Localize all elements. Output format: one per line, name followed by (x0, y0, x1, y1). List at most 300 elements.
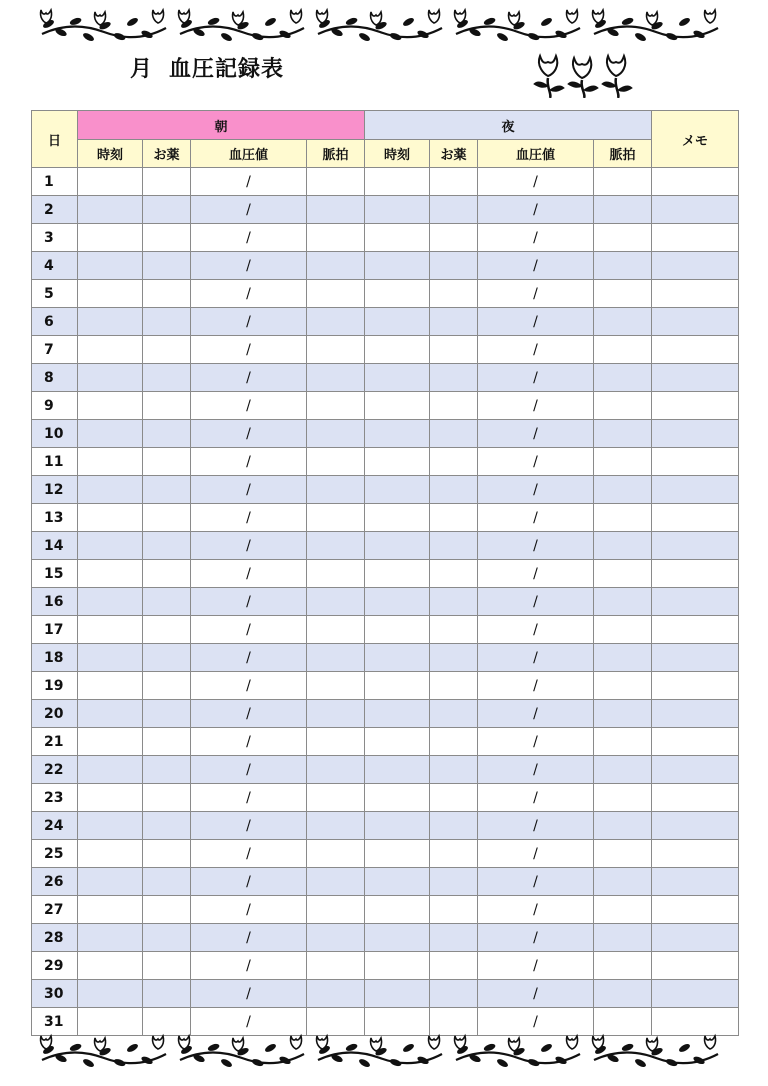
morning-medicine-cell[interactable] (143, 224, 191, 252)
memo-cell[interactable] (652, 868, 739, 896)
header-morning-pressure: 血圧値 (191, 140, 307, 168)
morning-time-cell[interactable] (78, 196, 143, 224)
evening-pulse-cell[interactable] (594, 784, 652, 812)
memo-cell[interactable] (652, 252, 739, 280)
morning-pressure-cell[interactable]: / (191, 392, 307, 420)
memo-cell[interactable] (652, 756, 739, 784)
evening-medicine-cell[interactable] (430, 868, 478, 896)
morning-pulse-cell[interactable] (307, 896, 365, 924)
memo-cell[interactable] (652, 728, 739, 756)
morning-pressure-cell[interactable]: / (191, 448, 307, 476)
morning-pressure-cell[interactable]: / (191, 756, 307, 784)
morning-pulse-cell[interactable] (307, 392, 365, 420)
evening-time-cell[interactable] (365, 616, 430, 644)
header-morning-pulse: 脈拍 (307, 140, 365, 168)
evening-pressure-cell[interactable]: / (478, 756, 594, 784)
evening-medicine-cell[interactable] (430, 896, 478, 924)
morning-time-cell[interactable] (78, 252, 143, 280)
evening-medicine-cell[interactable] (430, 728, 478, 756)
evening-medicine-cell[interactable] (430, 672, 478, 700)
memo-cell[interactable] (652, 336, 739, 364)
evening-pressure-cell[interactable]: / (478, 196, 594, 224)
morning-pressure-cell[interactable]: / (191, 868, 307, 896)
morning-pulse-cell[interactable] (307, 504, 365, 532)
evening-medicine-cell[interactable] (430, 924, 478, 952)
day-cell: 14 (32, 532, 78, 560)
evening-time-cell[interactable] (365, 952, 430, 980)
morning-medicine-cell[interactable] (143, 504, 191, 532)
morning-time-cell[interactable] (78, 756, 143, 784)
evening-pulse-cell[interactable] (594, 952, 652, 980)
memo-cell[interactable] (652, 392, 739, 420)
evening-pulse-cell[interactable] (594, 700, 652, 728)
morning-medicine-cell[interactable] (143, 812, 191, 840)
evening-pulse-cell[interactable] (594, 588, 652, 616)
evening-pulse-cell[interactable] (594, 924, 652, 952)
morning-medicine-cell[interactable] (143, 560, 191, 588)
morning-pulse-cell[interactable] (307, 672, 365, 700)
morning-pulse-cell[interactable] (307, 980, 365, 1008)
memo-cell[interactable] (652, 504, 739, 532)
morning-time-cell[interactable] (78, 224, 143, 252)
morning-medicine-cell[interactable] (143, 868, 191, 896)
evening-medicine-cell[interactable] (430, 168, 478, 196)
evening-time-cell[interactable] (365, 896, 430, 924)
morning-pressure-cell[interactable]: / (191, 784, 307, 812)
evening-medicine-cell[interactable] (430, 784, 478, 812)
morning-medicine-cell[interactable] (143, 896, 191, 924)
evening-pressure-cell[interactable]: / (478, 280, 594, 308)
morning-pulse-cell[interactable] (307, 364, 365, 392)
evening-pressure-cell[interactable]: / (478, 308, 594, 336)
evening-pulse-cell[interactable] (594, 476, 652, 504)
memo-cell[interactable] (652, 896, 739, 924)
morning-pulse-cell[interactable] (307, 756, 365, 784)
morning-pulse-cell[interactable] (307, 196, 365, 224)
evening-time-cell[interactable] (365, 924, 430, 952)
evening-pressure-cell[interactable]: / (478, 420, 594, 448)
day-cell: 5 (32, 280, 78, 308)
evening-pulse-cell[interactable] (594, 896, 652, 924)
evening-medicine-cell[interactable] (430, 560, 478, 588)
table-row (32, 868, 739, 896)
morning-time-cell[interactable] (78, 588, 143, 616)
morning-medicine-cell[interactable] (143, 308, 191, 336)
evening-medicine-cell[interactable] (430, 644, 478, 672)
morning-time-cell[interactable] (78, 336, 143, 364)
morning-medicine-cell[interactable] (143, 448, 191, 476)
evening-medicine-cell[interactable] (430, 588, 478, 616)
memo-cell[interactable] (652, 980, 739, 1008)
morning-pulse-cell[interactable] (307, 868, 365, 896)
evening-pressure-cell[interactable]: / (478, 448, 594, 476)
morning-time-cell[interactable] (78, 364, 143, 392)
morning-pulse-cell[interactable] (307, 532, 365, 560)
morning-pulse-cell[interactable] (307, 476, 365, 504)
morning-medicine-cell[interactable] (143, 532, 191, 560)
morning-medicine-cell[interactable] (143, 644, 191, 672)
evening-pressure-cell[interactable]: / (478, 392, 594, 420)
morning-pressure-cell[interactable]: / (191, 196, 307, 224)
morning-pulse-cell[interactable] (307, 560, 365, 588)
evening-time-cell[interactable] (365, 784, 430, 812)
table-row (32, 812, 739, 840)
memo-cell[interactable] (652, 280, 739, 308)
day-cell: 13 (32, 504, 78, 532)
morning-pulse-cell[interactable] (307, 336, 365, 364)
memo-cell[interactable] (652, 840, 739, 868)
memo-cell[interactable] (652, 196, 739, 224)
header-day: 日 (32, 111, 78, 168)
header-evening-pressure: 血圧値 (478, 140, 594, 168)
evening-pulse-cell[interactable] (594, 224, 652, 252)
morning-medicine-cell[interactable] (143, 980, 191, 1008)
evening-medicine-cell[interactable] (430, 980, 478, 1008)
evening-time-cell[interactable] (365, 756, 430, 784)
morning-pressure-cell[interactable]: / (191, 420, 307, 448)
evening-pulse-cell[interactable] (594, 336, 652, 364)
morning-pressure-cell[interactable]: / (191, 168, 307, 196)
evening-pulse-cell[interactable] (594, 364, 652, 392)
evening-time-cell[interactable] (365, 280, 430, 308)
memo-cell[interactable] (652, 560, 739, 588)
evening-pressure-cell[interactable]: / (478, 224, 594, 252)
morning-pressure-cell[interactable]: / (191, 476, 307, 504)
morning-pressure-cell[interactable]: / (191, 364, 307, 392)
morning-pulse-cell[interactable] (307, 168, 365, 196)
evening-pulse-cell[interactable] (594, 616, 652, 644)
memo-cell[interactable] (652, 532, 739, 560)
evening-time-cell[interactable] (365, 532, 430, 560)
evening-medicine-cell[interactable] (430, 252, 478, 280)
evening-time-cell[interactable] (365, 364, 430, 392)
memo-cell[interactable] (652, 616, 739, 644)
evening-time-cell[interactable] (365, 448, 430, 476)
table-row (32, 784, 739, 812)
header-evening: 夜 (365, 111, 652, 140)
morning-pulse-cell[interactable] (307, 224, 365, 252)
evening-pressure-cell[interactable]: / (478, 896, 594, 924)
memo-cell[interactable] (652, 168, 739, 196)
evening-pressure-cell[interactable]: / (478, 336, 594, 364)
morning-pulse-cell[interactable] (307, 616, 365, 644)
evening-time-cell[interactable] (365, 224, 430, 252)
day-cell: 20 (32, 700, 78, 728)
morning-pressure-cell[interactable]: / (191, 588, 307, 616)
evening-medicine-cell[interactable] (430, 504, 478, 532)
morning-pulse-cell[interactable] (307, 840, 365, 868)
memo-cell[interactable] (652, 308, 739, 336)
morning-pressure-cell[interactable]: / (191, 252, 307, 280)
evening-pressure-cell[interactable]: / (478, 588, 594, 616)
evening-pressure-cell[interactable]: / (478, 560, 594, 588)
evening-time-cell[interactable] (365, 308, 430, 336)
evening-medicine-cell[interactable] (430, 224, 478, 252)
evening-time-cell[interactable] (365, 560, 430, 588)
morning-medicine-cell[interactable] (143, 252, 191, 280)
morning-pressure-cell[interactable]: / (191, 952, 307, 980)
morning-time-cell[interactable] (78, 700, 143, 728)
morning-time-cell[interactable] (78, 644, 143, 672)
memo-cell[interactable] (652, 700, 739, 728)
table-row (32, 420, 739, 448)
evening-time-cell[interactable] (365, 812, 430, 840)
evening-medicine-cell[interactable] (430, 616, 478, 644)
morning-pressure-cell[interactable]: / (191, 728, 307, 756)
evening-pulse-cell[interactable] (594, 560, 652, 588)
morning-time-cell[interactable] (78, 924, 143, 952)
evening-pulse-cell[interactable] (594, 868, 652, 896)
memo-cell[interactable] (652, 588, 739, 616)
morning-time-cell[interactable] (78, 784, 143, 812)
morning-time-cell[interactable] (78, 560, 143, 588)
evening-time-cell[interactable] (365, 868, 430, 896)
morning-pressure-cell[interactable]: / (191, 224, 307, 252)
evening-medicine-cell[interactable] (430, 364, 478, 392)
evening-time-cell[interactable] (365, 504, 430, 532)
evening-medicine-cell[interactable] (430, 448, 478, 476)
morning-time-cell[interactable] (78, 308, 143, 336)
memo-cell[interactable] (652, 924, 739, 952)
morning-medicine-cell[interactable] (143, 616, 191, 644)
morning-time-cell[interactable] (78, 280, 143, 308)
evening-medicine-cell[interactable] (430, 308, 478, 336)
morning-pulse-cell[interactable] (307, 448, 365, 476)
evening-pulse-cell[interactable] (594, 504, 652, 532)
morning-pressure-cell[interactable]: / (191, 280, 307, 308)
evening-pressure-cell[interactable]: / (478, 616, 594, 644)
morning-time-cell[interactable] (78, 728, 143, 756)
morning-pressure-cell[interactable]: / (191, 812, 307, 840)
evening-pressure-cell[interactable]: / (478, 504, 594, 532)
evening-pressure-cell[interactable]: / (478, 364, 594, 392)
evening-pulse-cell[interactable] (594, 448, 652, 476)
morning-medicine-cell[interactable] (143, 168, 191, 196)
evening-pressure-cell[interactable]: / (478, 812, 594, 840)
evening-medicine-cell[interactable] (430, 336, 478, 364)
evening-time-cell[interactable] (365, 392, 430, 420)
morning-medicine-cell[interactable] (143, 476, 191, 504)
evening-pulse-cell[interactable] (594, 532, 652, 560)
morning-time-cell[interactable] (78, 868, 143, 896)
evening-pressure-cell[interactable]: / (478, 1008, 594, 1036)
evening-pressure-cell[interactable]: / (478, 168, 594, 196)
evening-medicine-cell[interactable] (430, 196, 478, 224)
evening-pressure-cell[interactable]: / (478, 476, 594, 504)
evening-pressure-cell[interactable]: / (478, 728, 594, 756)
morning-pressure-cell[interactable]: / (191, 1008, 307, 1036)
day-cell: 31 (32, 1008, 78, 1036)
morning-pulse-cell[interactable] (307, 280, 365, 308)
morning-time-cell[interactable] (78, 168, 143, 196)
evening-medicine-cell[interactable] (430, 532, 478, 560)
evening-pressure-cell[interactable]: / (478, 252, 594, 280)
day-cell: 11 (32, 448, 78, 476)
morning-pulse-cell[interactable] (307, 252, 365, 280)
morning-time-cell[interactable] (78, 420, 143, 448)
morning-time-cell[interactable] (78, 532, 143, 560)
evening-time-cell[interactable] (365, 644, 430, 672)
evening-pulse-cell[interactable] (594, 168, 652, 196)
evening-pressure-cell[interactable]: / (478, 868, 594, 896)
evening-pulse-cell[interactable] (594, 980, 652, 1008)
morning-pressure-cell[interactable]: / (191, 308, 307, 336)
morning-time-cell[interactable] (78, 672, 143, 700)
morning-medicine-cell[interactable] (143, 840, 191, 868)
morning-pulse-cell[interactable] (307, 952, 365, 980)
memo-cell[interactable] (652, 476, 739, 504)
table-row (32, 392, 739, 420)
evening-medicine-cell[interactable] (430, 756, 478, 784)
morning-pulse-cell[interactable] (307, 700, 365, 728)
evening-time-cell[interactable] (365, 476, 430, 504)
morning-medicine-cell[interactable] (143, 672, 191, 700)
evening-time-cell[interactable] (365, 196, 430, 224)
evening-pulse-cell[interactable] (594, 196, 652, 224)
morning-pulse-cell[interactable] (307, 728, 365, 756)
memo-cell[interactable] (652, 784, 739, 812)
morning-time-cell[interactable] (78, 980, 143, 1008)
evening-medicine-cell[interactable] (430, 280, 478, 308)
evening-time-cell[interactable] (365, 700, 430, 728)
morning-pressure-cell[interactable]: / (191, 616, 307, 644)
morning-time-cell[interactable] (78, 448, 143, 476)
morning-medicine-cell[interactable] (143, 924, 191, 952)
morning-pulse-cell[interactable] (307, 924, 365, 952)
evening-pulse-cell[interactable] (594, 392, 652, 420)
morning-pressure-cell[interactable]: / (191, 504, 307, 532)
evening-pressure-cell[interactable]: / (478, 952, 594, 980)
morning-medicine-cell[interactable] (143, 756, 191, 784)
morning-pulse-cell[interactable] (307, 588, 365, 616)
table-row (32, 616, 739, 644)
evening-pulse-cell[interactable] (594, 420, 652, 448)
evening-time-cell[interactable] (365, 168, 430, 196)
evening-time-cell[interactable] (365, 840, 430, 868)
morning-medicine-cell[interactable] (143, 700, 191, 728)
evening-medicine-cell[interactable] (430, 700, 478, 728)
evening-pressure-cell[interactable]: / (478, 700, 594, 728)
day-cell: 30 (32, 980, 78, 1008)
morning-medicine-cell[interactable] (143, 952, 191, 980)
evening-pulse-cell[interactable] (594, 672, 652, 700)
morning-pressure-cell[interactable]: / (191, 336, 307, 364)
evening-medicine-cell[interactable] (430, 952, 478, 980)
morning-pressure-cell[interactable]: / (191, 896, 307, 924)
evening-pulse-cell[interactable] (594, 280, 652, 308)
evening-pressure-cell[interactable]: / (478, 924, 594, 952)
memo-cell[interactable] (652, 952, 739, 980)
evening-pressure-cell[interactable]: / (478, 784, 594, 812)
day-cell: 1 (32, 168, 78, 196)
evening-time-cell[interactable] (365, 588, 430, 616)
evening-time-cell[interactable] (365, 980, 430, 1008)
evening-medicine-cell[interactable] (430, 840, 478, 868)
evening-pressure-cell[interactable]: / (478, 672, 594, 700)
evening-pulse-cell[interactable] (594, 728, 652, 756)
morning-medicine-cell[interactable] (143, 280, 191, 308)
table-row (32, 896, 739, 924)
morning-time-cell[interactable] (78, 812, 143, 840)
evening-pressure-cell[interactable]: / (478, 840, 594, 868)
header-memo: メモ (652, 111, 739, 168)
header-evening-medicine: お薬 (430, 140, 478, 168)
vine-border-bottom-icon (38, 1032, 726, 1076)
memo-cell[interactable] (652, 420, 739, 448)
morning-pressure-cell[interactable]: / (191, 700, 307, 728)
morning-medicine-cell[interactable] (143, 364, 191, 392)
evening-pulse-cell[interactable] (594, 756, 652, 784)
day-cell: 22 (32, 756, 78, 784)
morning-time-cell[interactable] (78, 504, 143, 532)
morning-time-cell[interactable] (78, 952, 143, 980)
memo-cell[interactable] (652, 672, 739, 700)
morning-pressure-cell[interactable]: / (191, 644, 307, 672)
memo-cell[interactable] (652, 224, 739, 252)
morning-medicine-cell[interactable] (143, 784, 191, 812)
morning-medicine-cell[interactable] (143, 728, 191, 756)
evening-pulse-cell[interactable] (594, 308, 652, 336)
morning-time-cell[interactable] (78, 392, 143, 420)
evening-time-cell[interactable] (365, 336, 430, 364)
morning-pressure-cell[interactable]: / (191, 672, 307, 700)
morning-time-cell[interactable] (78, 840, 143, 868)
evening-medicine-cell[interactable] (430, 420, 478, 448)
table-row (32, 840, 739, 868)
evening-medicine-cell[interactable] (430, 812, 478, 840)
evening-pulse-cell[interactable] (594, 644, 652, 672)
evening-pressure-cell[interactable]: / (478, 532, 594, 560)
evening-pressure-cell[interactable]: / (478, 644, 594, 672)
morning-pressure-cell[interactable]: / (191, 924, 307, 952)
day-cell: 18 (32, 644, 78, 672)
evening-time-cell[interactable] (365, 252, 430, 280)
evening-time-cell[interactable] (365, 728, 430, 756)
morning-pressure-cell[interactable]: / (191, 560, 307, 588)
day-cell: 21 (32, 728, 78, 756)
morning-pressure-cell[interactable]: / (191, 532, 307, 560)
morning-pulse-cell[interactable] (307, 812, 365, 840)
evening-pulse-cell[interactable] (594, 840, 652, 868)
morning-pressure-cell[interactable]: / (191, 840, 307, 868)
evening-pulse-cell[interactable] (594, 812, 652, 840)
evening-medicine-cell[interactable] (430, 476, 478, 504)
morning-medicine-cell[interactable] (143, 196, 191, 224)
header-morning-time: 時刻 (78, 140, 143, 168)
memo-cell[interactable] (652, 448, 739, 476)
memo-cell[interactable] (652, 812, 739, 840)
morning-pulse-cell[interactable] (307, 644, 365, 672)
evening-medicine-cell[interactable] (430, 392, 478, 420)
memo-cell[interactable] (652, 364, 739, 392)
evening-time-cell[interactable] (365, 420, 430, 448)
morning-medicine-cell[interactable] (143, 420, 191, 448)
morning-time-cell[interactable] (78, 616, 143, 644)
memo-cell[interactable] (652, 644, 739, 672)
morning-pressure-cell[interactable]: / (191, 980, 307, 1008)
evening-pressure-cell[interactable]: / (478, 980, 594, 1008)
morning-time-cell[interactable] (78, 896, 143, 924)
morning-medicine-cell[interactable] (143, 392, 191, 420)
morning-medicine-cell[interactable] (143, 588, 191, 616)
evening-time-cell[interactable] (365, 672, 430, 700)
morning-medicine-cell[interactable] (143, 336, 191, 364)
evening-pulse-cell[interactable] (594, 252, 652, 280)
morning-pulse-cell[interactable] (307, 784, 365, 812)
morning-time-cell[interactable] (78, 476, 143, 504)
morning-pulse-cell[interactable] (307, 308, 365, 336)
morning-pulse-cell[interactable] (307, 420, 365, 448)
